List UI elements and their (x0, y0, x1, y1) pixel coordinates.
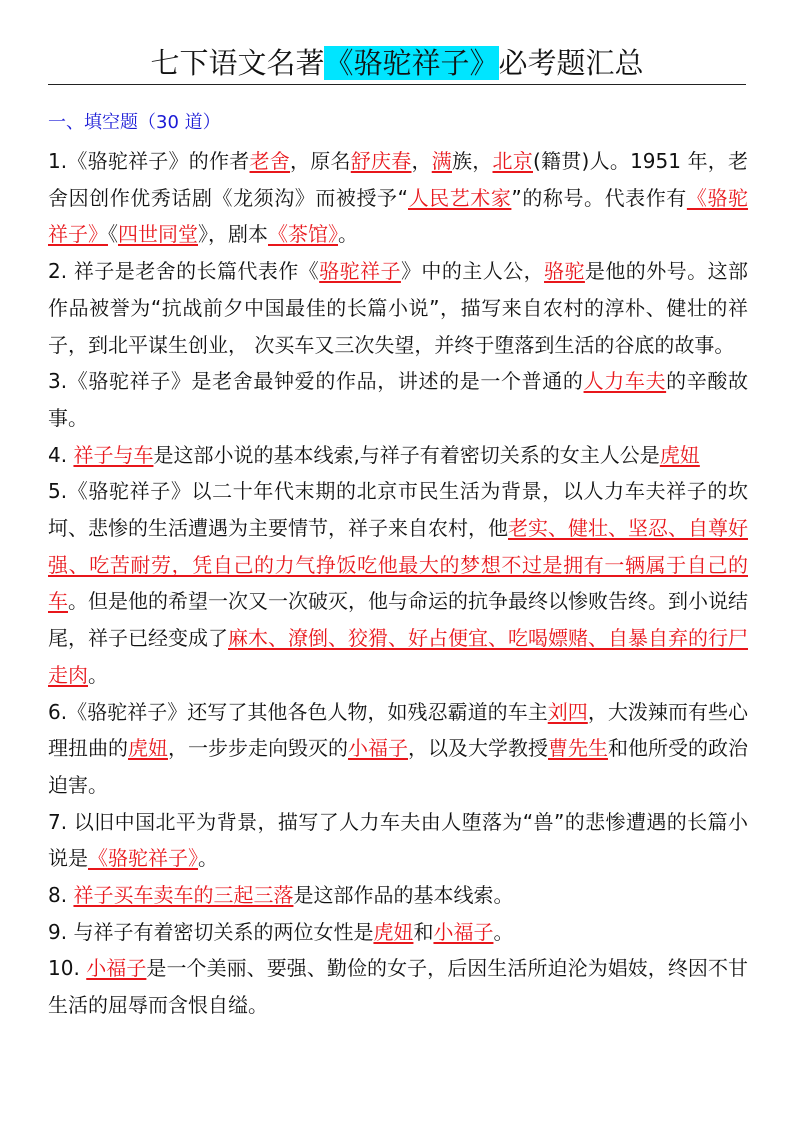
answer-blank: 人力车夫 (583, 369, 667, 394)
question-text: 《骆驼祥子》的作者 (67, 149, 250, 173)
question-text: 族， (452, 149, 493, 173)
question-text: ，一步步走向毁灭的 (168, 736, 348, 761)
question-text: 2. 祥子是老舍的长篇代表作《 (48, 259, 320, 284)
question-item (48, 437, 748, 474)
answer-blank: 麻木、潦倒、狡猾、好占便宜、吃喝嫖赌、自暴自弃的行尸走肉 (48, 626, 748, 687)
answer-blank: 老实、健壮、坚忍、自尊好强、吃苦耐劳，凭自己的力气挣饭吃他最大的梦想不过是拥有一辆属于自己的车 (48, 516, 748, 614)
answer-blank: 虎妞 (659, 442, 700, 467)
question-text: 7. 以旧中国北平为背景，描写了人力车夫由人堕落为“兽”的悲惨遭遇的长篇小说是 (48, 809, 748, 871)
question-text: 。 (493, 919, 514, 944)
question-text: 。 (198, 846, 218, 871)
question-text: (籍贯)人。1951 年，老舍因创作优秀话剧《龙须沟》而被授予“ (48, 149, 749, 210)
answer-blank: 祥子与车 (73, 442, 154, 467)
title-prefix: 七下语文名著 (150, 46, 325, 80)
answer-blank: 小福子 (348, 736, 408, 761)
question-text: ，以及大学教授 (408, 736, 548, 761)
question-text: ，大泼辣而有些心理扭曲的 (48, 699, 748, 761)
question-text: ”的称号。代表作有 (511, 185, 687, 210)
question-text: 》，剧本 (198, 222, 268, 247)
question-text: 9. 与祥子有着密切关系的两位女性是 (48, 919, 374, 944)
page-title (150, 46, 643, 80)
answer-blank: 满 (431, 149, 452, 173)
question-item (48, 473, 748, 693)
answer-blank: 四世同堂 (118, 222, 198, 247)
answer-blank: 骆驼祥子 (319, 259, 401, 284)
question-text: 》中的主人公， (400, 259, 545, 284)
answer-blank: 刘四 (547, 699, 588, 724)
question-text: 和他所受的政治迫害。 (48, 736, 748, 797)
question-text: 是他的外号。这部作品被誉为“抗战前夕中国最佳的长篇小说”，描写来自农村的淳朴、健壮的祥子，到北平谋生创业， 次买车又三次失望，并终于堕落到生活的谷底的故事。 (48, 259, 749, 357)
question-text: 。但是他的希望一次又一次破灭，他与命运的抗争最终以惨败告终。到小说结尾，祥子已经变成了 (48, 589, 748, 651)
question-text: ，原名 (290, 149, 351, 173)
answer-blank: 舒庆春 (350, 149, 412, 173)
answer-blank: 《骆驼祥子》 (88, 846, 198, 871)
answer-blank: 老舍 (249, 149, 291, 173)
question-text: 是这部小说的基本线索,与祥子有着密切关系的女主人公是 (153, 442, 660, 467)
question-item (48, 694, 748, 804)
answer-blank: 曹先生 (548, 736, 608, 761)
question-item (48, 363, 748, 436)
question-text: 8. (48, 883, 74, 908)
question-text: 。 (88, 662, 108, 687)
question-text: 是这部作品的基本线索。 (293, 883, 514, 908)
question-text: 10. (48, 956, 87, 981)
question-item (48, 253, 748, 363)
answer-blank: 小福子 (86, 956, 147, 981)
question-item (48, 143, 748, 253)
title-bar (48, 44, 746, 85)
answer-blank: 骆驼 (544, 259, 585, 284)
answer-blank: 小福子 (433, 919, 494, 944)
question-text: 5.《骆驼祥子》以二十年代末期的北京市民生活为背景，以人力车夫祥子的坎坷、悲惨的生活遭遇为主要情节，祥子来自农村，他 (48, 479, 748, 541)
question-text: ， (411, 149, 432, 173)
question-text: 。 (338, 222, 358, 247)
answer-blank: 《茶馆》 (268, 222, 338, 247)
question-list (48, 143, 748, 1024)
question-text: 4. (48, 442, 74, 467)
question-item (48, 804, 748, 877)
title-highlight: 《骆驼祥子》 (324, 46, 499, 80)
question-text: 6.《骆驼祥子》还写了其他各色人物，如残忍霸道的车主 (48, 699, 548, 724)
question-text: 3.《骆驼祥子》是老舍最钟爱的作品，讲述的是一个普通的 (48, 369, 584, 394)
answer-blank: 虎妞 (128, 736, 168, 761)
question-text: 1. (48, 149, 68, 173)
question-item (48, 950, 748, 1023)
answer-blank: 虎妞 (373, 919, 414, 944)
question-text: 是一个美丽、要强、勤俭的女子，后因生活所迫沦为娼妓，终因不甘生活的屈辱而含恨自缢。 (48, 956, 749, 1018)
answer-blank: 北京 (492, 149, 533, 173)
question-text: 和 (413, 919, 434, 944)
question-item (48, 914, 748, 951)
answer-blank: 祥子买车卖车的三起三落 (73, 883, 294, 908)
title-suffix: 必考题汇总 (498, 46, 644, 80)
question-item (48, 877, 748, 914)
answer-blank: 《骆驼祥子》 (48, 185, 749, 247)
question-text: 《 (108, 222, 118, 247)
answer-blank: 人民艺术家 (408, 185, 512, 210)
question-text: 的辛酸故事。 (48, 369, 749, 430)
section-heading: 一、填空题（30 道） (48, 112, 221, 133)
